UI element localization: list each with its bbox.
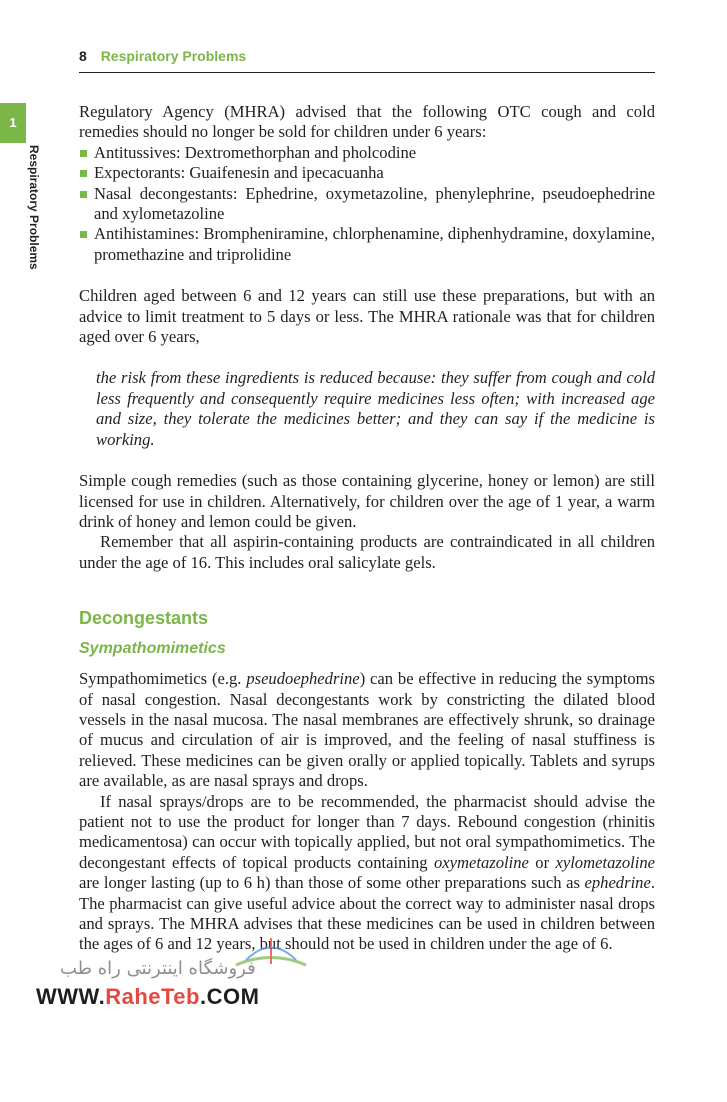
bullet-square-icon: [80, 191, 87, 198]
bullet-square-icon: [80, 170, 87, 177]
otc-remedies-list: [79, 143, 655, 265]
chapter-tab-label: Respiratory Problems: [27, 145, 41, 270]
list-item: [79, 224, 655, 265]
watermark-persian-text: فروشگاه اینترنتی راه طب: [60, 958, 256, 979]
chapter-tab-number: 1: [0, 103, 26, 143]
bullet-square-icon: [80, 231, 87, 238]
simple-remedies-paragraph: Simple cough remedies (such as those containing glycerine, honey or lemon) are still licensed for use in children. Alternatively, for children over the age of 1 year, a warm drink of honey and lemon could be given.: [79, 471, 655, 531]
running-title: Respiratory Problems: [100, 48, 247, 64]
watermark-url: WWW.RaheTeb.COM: [36, 984, 260, 1009]
mhra-quote: the risk from these ingredients is reduced because: they suffer from cough and cold less frequently and consequently require medicines less often; with increased age and size, they tolerate the medicines better; and they can say if the medicine is working.: [96, 368, 655, 449]
list-item: [79, 184, 655, 225]
list-item-text: Nasal decongestants: Ephedrine, oxymetazoline, phenylephrine, pseudoephedrine and xylometazoline: [94, 183, 655, 224]
aspirin-paragraph: Remember that all aspirin-containing products are contraindicated in all children under the age of 16. This includes oral salicylate gels.: [79, 532, 655, 572]
list-item: [79, 163, 655, 183]
list-item-text: Antitussives: Dextromethorphan and pholcodine: [94, 142, 417, 162]
page-body: [79, 102, 655, 955]
bullet-square-icon: [80, 150, 87, 157]
running-header: [79, 44, 655, 73]
intro-paragraph: Regulatory Agency (MHRA) advised that the following OTC cough and cold remedies should no longer be sold for children under 6 years:: [79, 102, 655, 142]
section-heading-decongestants: Decongestants: [79, 608, 209, 629]
list-item: [79, 143, 655, 163]
list-item-text: Antihistamines: Brompheniramine, chlorphenamine, diphenhydramine, doxylamine, promethazine and triprolidine: [94, 224, 655, 264]
page-number: 8: [79, 48, 87, 64]
list-item-text: Expectorants: Guaifenesin and ipecacuanha: [94, 163, 384, 183]
sympathomimetics-paragraph: Sympathomimetics (e.g. pseudoephedrine) can be effective in reducing the symptoms of nasal congestion. Nasal decongestants work by constricting the dilated blood vessels in the nasal mucosa. The nasal membranes are effectively shrunk, so drainage of mucus and circulation of air is improved, and the feeling of nasal stuffiness is relieved. These medicines can be given orally or applied topically. Tablets and syrups are available, as are nasal sprays and drops.: [79, 669, 655, 791]
subheading-sympathomimetics: Sympathomimetics: [79, 640, 226, 658]
nasal-sprays-paragraph: If nasal sprays/drops are to be recommended, the pharmacist should advise the patient not to use the product for longer than 7 days. Rebound congestion (rhinitis medicamentosa) can occur with topically applied, but not oral sympathomimetics. The decongestant effects of topical products containing oxymetazoline or xylometazoline are longer lasting (up to 6 h) than those of some other preparations such as ephedrine. The pharmacist can give useful advice about the correct way to administer nasal drops and sprays. The MHRA advises that these medicines can be used in children between the ages of 6 and 12 years, but should not be used in children under the age of 6.: [79, 791, 655, 954]
age-paragraph: Children aged between 6 and 12 years can still use these preparations, but with an advice to limit treatment to 5 days or less. The MHRA rationale was that for children aged over 6 years,: [79, 286, 655, 347]
